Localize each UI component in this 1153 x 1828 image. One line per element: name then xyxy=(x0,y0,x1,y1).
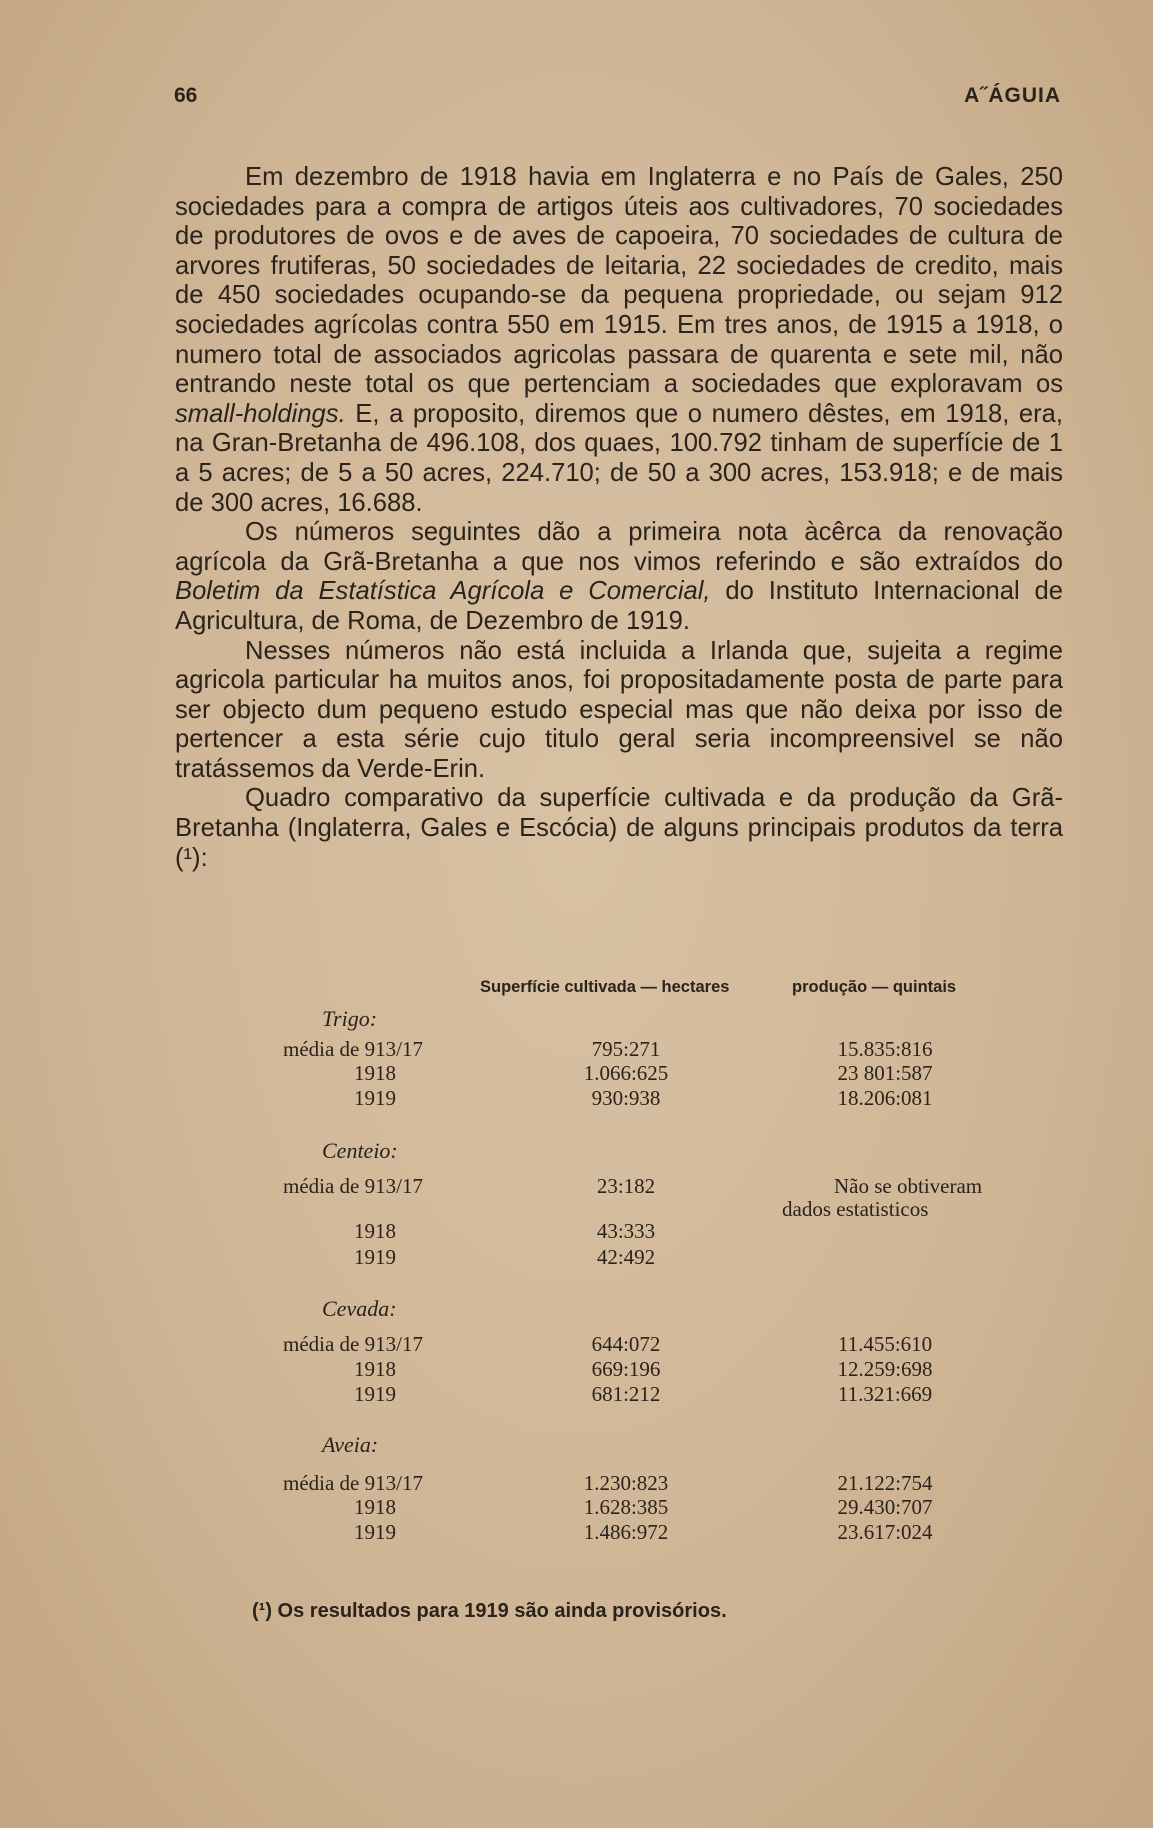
paragraph-text: Os números seguintes dão a primeira nota àcêrca da renovação agrícola da Grã-Bretanha a que nos vimos referindo e são extraídos do xyxy=(175,518,1063,576)
row-label: 1919 xyxy=(354,1382,396,1406)
section-name: Centeio: xyxy=(322,1138,398,1163)
area-value: 795:271 xyxy=(591,1037,661,1061)
row-label: 1919 xyxy=(354,1086,396,1110)
production-note: dados estatisticos xyxy=(782,1197,929,1221)
row-label: 1918 xyxy=(354,1357,396,1381)
production-value: 23 801:587 xyxy=(837,1061,933,1085)
area-value: 1.230:823 xyxy=(583,1471,669,1495)
paragraph-text: E, a proposito, diremos que o numero dêstes, em 1918, era, na Gran-Bretanha de 496.108, dos quaes, 100.792 tinham de superfície de 1 a 5 acres; de 5 a 50 acres, 224.710; de 50 a 300 acres, 153.918; e de mais de 300 acres, 16.688. xyxy=(175,399,1063,517)
area-value: 1.628:385 xyxy=(583,1495,669,1519)
section-name: Aveia: xyxy=(322,1432,379,1457)
area-value: 644:072 xyxy=(591,1332,661,1356)
area-value: 23:182 xyxy=(596,1174,656,1198)
production-note: Não se obtiveram xyxy=(834,1174,983,1198)
area-value: 1.486:972 xyxy=(583,1520,669,1544)
production-value: 15.835:816 xyxy=(837,1037,933,1061)
footnote xyxy=(252,1600,727,1623)
italic-term: small-holdings. xyxy=(175,399,346,428)
row-label: 1919 xyxy=(354,1520,396,1544)
running-head: A˝ÁGUIA xyxy=(964,84,1061,107)
production-value: 11.321:669 xyxy=(837,1382,933,1406)
section-name: Trigo: xyxy=(322,1006,378,1031)
section-name: Cevada: xyxy=(322,1296,397,1321)
production-value: 21.122:754 xyxy=(837,1471,933,1495)
paragraph-text: do Instituto Internacional de Agricultura, de Roma, de Dezembro de 1919. xyxy=(175,577,1064,635)
area-value: 43:333 xyxy=(596,1219,656,1243)
row-label: média de 913/17 xyxy=(283,1037,423,1061)
footnote-text: Os resultados para 1919 são ainda provisórios. xyxy=(277,1600,727,1622)
row-label: média de 913/17 xyxy=(283,1174,423,1198)
row-label: 1918 xyxy=(354,1495,396,1519)
area-value: 1.066:625 xyxy=(583,1061,669,1085)
page-number: 66 xyxy=(174,84,198,107)
production-value: 11.455:610 xyxy=(837,1332,933,1356)
production-value: 12.259:698 xyxy=(837,1357,933,1381)
column-header-area: Superfície cultivada — hectares xyxy=(480,978,730,996)
column-header-production: produção — quintais xyxy=(792,978,957,996)
area-value: 669:196 xyxy=(591,1357,661,1381)
area-value: 681:212 xyxy=(591,1382,661,1406)
production-value: 18.206:081 xyxy=(837,1086,933,1110)
paragraph: Nesses números não está incluida a Irlanda que, sujeita a regime agricola particular ha muitos anos, foi propositadamente posta de parte para ser objecto dum pequeno estudo especial mas que não deixa por isso de pertencer a esta série cujo titulo geral seria incompreensivel se não tratássemos da Verde-Erin. xyxy=(175,636,1063,783)
area-value: 930:938 xyxy=(591,1086,661,1110)
row-label: 1919 xyxy=(354,1245,396,1269)
paragraph: Quadro comparativo da superfície cultivada e da produção da Grã-Bretanha (Inglaterra, Gales e Escócia) de alguns principais produtos da terra (¹): xyxy=(175,784,1063,872)
row-label: média de 913/17 xyxy=(283,1332,423,1356)
footnote-mark: (¹) xyxy=(252,1600,272,1622)
production-value: 29.430:707 xyxy=(837,1495,933,1519)
area-value: 42:492 xyxy=(596,1245,656,1269)
paragraph-text: Em dezembro de 1918 havia em Inglaterra e no País de Gales, 250 sociedades para a compra de artigos úteis aos cultivadores, 70 sociedades de produtores de ovos e de aves de capoeira, 70 sociedades de cultura de arvores frutiferas, 50 sociedades de leitaria, 22 sociedades de credito, mais de 450 sociedades ocupando-se da pequena propriedade, ou sejam 912 sociedades agrícolas contra 550 em 1915. Em tres anos, de 1915 a 1918, o numero total de associados agricolas passara de quarenta e sete mil, não entrando neste total os que pertenciam a sociedades que exploravam os xyxy=(175,163,1063,399)
row-label: média de 913/17 xyxy=(283,1471,423,1495)
row-label: 1918 xyxy=(354,1219,396,1243)
row-label: 1918 xyxy=(354,1061,396,1085)
italic-title: Boletim da Estatística Agrícola e Comercial, xyxy=(175,577,711,606)
production-value: 23.617:024 xyxy=(837,1520,933,1544)
